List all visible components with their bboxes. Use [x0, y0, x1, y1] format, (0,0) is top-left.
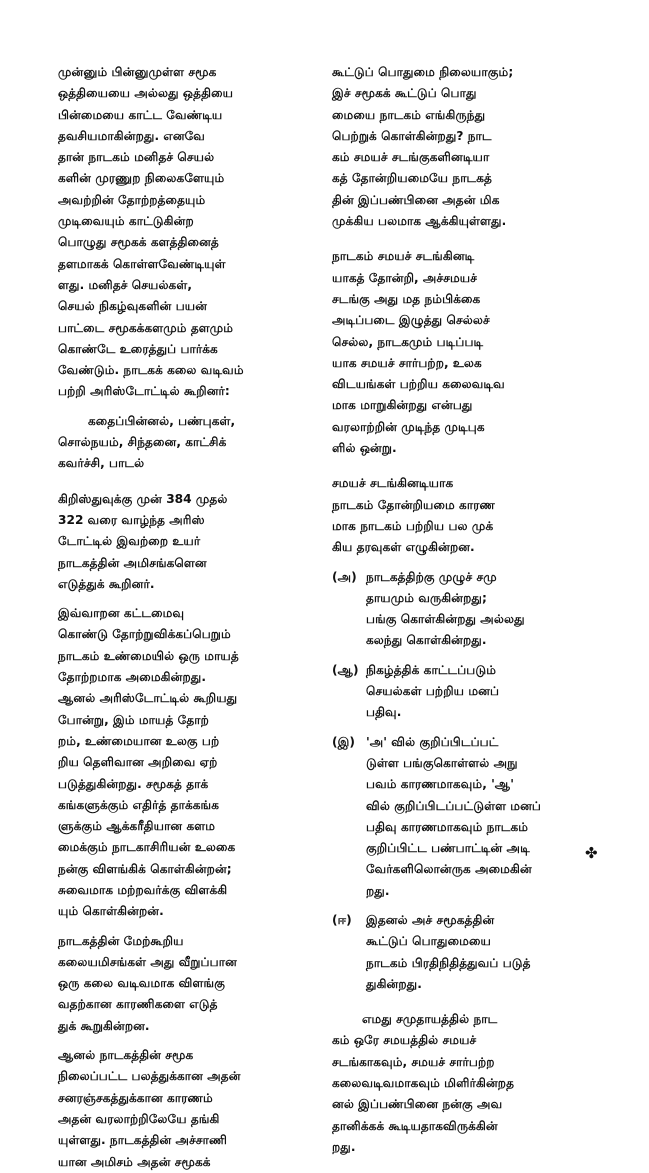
- right-column: [332, 62, 604, 1158]
- paragraph-left-2: கதைப்பின்னல், பண்புகள், சொல்நயம், சிந்தனை, காட்சிக் கவர்ச்சி, பாடல்: [58, 413, 236, 471]
- paragraph-left-1: முன்னும் பின்னுமுள்ள சமூக ஒத்தியையை அல்லது ஒத்தியை பின்மையை காட்ட வேண்டிய தவசியமாகின்றது. எனவே தான் நாடகம் மனிதச் செயல் களின் முரணுற நிலைகளேயும் அவற்றின் தோற்றத்தையும் முடிவையும் காட்டுகின்ற பொழுது சமூகக் களத்தினைத் தளமாகக் கொள்ளவேண்டியுள் ளது. மனிதச் செயல்கள், செயல் நிகழ்வுகளின் பயன் பாட்டை சமூகக்களமும் தளமும் கொண்டே உரைத்துப் பார்க்க வேண்டும். நாடகக் கலை வடிவம் பற்றி அரிஸ்டோட்டில் கூறினர்:: [58, 65, 244, 399]
- paragraph-left-4: இவ்வாறன கட்டமைவு கொண்டு தோற்றுவிக்கப்பெறும் நாடகம் உண்மையில் ஒரு மாயத் தோற்றமாக அமைகின்றது. ஆனல் அரிஸ்டோட்டில் கூறியது போன்று, இம் மாயத் தோற் றம், உண்மையான உலகு பற் றிய தெளிவான அறிவை ஏற் படுத்துகின்றது. சமூகத் தாக் கங்களுக்கும் எதிர்த் தாக்கங்க ளுக்கும் ஆக்கரீதியான களம மைக்கும் நாடகாசிரியன் உலகை நன்கு விளங்கிக் கொள்கின்றன்; சுவைமாக மற்றவர்க்கு விளக்கி யும் கொள்கின்றன்.: [58, 606, 239, 919]
- list-text-aa: நிகழ்த்திக் காட்டப்படும் செயல்கள் பற்றிய மனப் பதிவு.: [366, 662, 500, 720]
- list-marker-ii: (ஈ): [332, 912, 352, 927]
- list-item-a: [332, 567, 604, 652]
- list-text-i: 'அ' வில் குறிப்பிடப்பட் டுள்ள பங்குகொள்ளல் அநு பவம் காரணமாகவும், 'ஆ' வில் குறிப்பிடப்பட்டுள்ள மனப் பதிவு காரணமாகவும் நாடகம் குறிப்பிட்ட பண்பாட்டின் அடி வேர்களிலொன்ருக அமைகின் றது.: [366, 734, 542, 898]
- list-item-aa: [332, 660, 604, 724]
- paragraph-right-4: எமது சமுதாயத்தில் நாட கம் ஒரே சமயத்தில் சமயச் சடங்காகவும், சமயச் சார்பற்ற கலைவடிவமாகவும் மிளிர்கின்றத னல் இப்பண்பினை நன்கு அவ தானிக்கக் கூடியதாகவிருக்கின் றது.: [332, 1012, 515, 1154]
- paragraph-right-1: கூட்டுப் பொதுமை நிலையாகும்; இச் சமூகக் கூட்டுப் பொது மையை நாடகம் எங்கிருந்து பெற்றுக் கொள்கின்றது? நாட கம் சமயச் சடங்குகளினடியா கத் தோன்றியமையே நாடகத் தின் இப்பண்பினை அதன் மிக முக்கிய பலமாக ஆக்கியுள்ளது.: [332, 65, 514, 229]
- list-text-a: நாடகத்திற்கு முழுச் சமு தாயமும் வருகின்றது; பங்கு கொள்கின்றது அல்லது கலந்து கொள்கின்றது.: [366, 569, 525, 648]
- left-column: [58, 62, 326, 1173]
- paragraph-left-3: கிறிஸ்துவுக்கு முன் 384 முதல் 322 வரை வாழ்ந்த அரிஸ் டோட்டில் இவற்றை உயர் நாடகத்தின் அமிசங்களென எடுத்துக் கூறினர்.: [58, 491, 228, 591]
- paragraph-left-5: நாடகத்தின் மேற்கூறிய கலையமிசங்கள் அது வீறுப்பான ஒரு கலை வடிவமாக விளங்கு வதற்கான காரணிகளை எடுத் துக் கூறுகின்றன.: [58, 933, 237, 1033]
- list-text-ii: இதனல் அச் சமூகத்தின் கூட்டுப் பொதுமையை நாடகம் பிரதிநிதித்துவப் படுத் துகின்றது.: [366, 912, 531, 991]
- end-ornament-icon: ✤: [585, 844, 598, 862]
- list-marker-aa: (ஆ): [332, 662, 359, 677]
- list-marker-i: (இ): [332, 734, 355, 749]
- list-item-ii: [332, 910, 604, 995]
- list-marker-a: (அ): [332, 569, 357, 584]
- paragraph-left-6: ஆனல் நாடகத்தின் சமூக நிலைப்பட்ட பலத்துக்கான அதன் சனரஞ்சகத்துக்கான காரணம் அதன் வரலாற்றிலேயே தங்கி யுள்ளது. நாடகத்தின் அச்சாணி யான அமிசம் அதன் சமூகக்: [58, 1048, 241, 1169]
- paragraph-right-3: சமயச் சடங்கினடியாக நாடகம் தோன்றியமை காரண மாக நாடகம் பற்றிய பல முக் கிய தரவுகள் எழுகின்றன.: [332, 476, 495, 555]
- list-item-i: [332, 732, 604, 902]
- paragraph-right-2: நாடகம் சமயச் சடங்கினடி யாகத் தோன்றி, அச்சமயச் சடங்கு அது மத நம்பிக்கை அடிப்படை இழுத்து செல்லச் செல்ல, நாடகமும் படிப்படி யாக சமயச் சார்பற்ற, உலக விடயங்கள் பற்றிய கலைவடிவ மாக மாறுகின்றது என்பது வரலாற்றின் முடிந்த முடிபுக ளில் ஒன்று.: [332, 249, 505, 456]
